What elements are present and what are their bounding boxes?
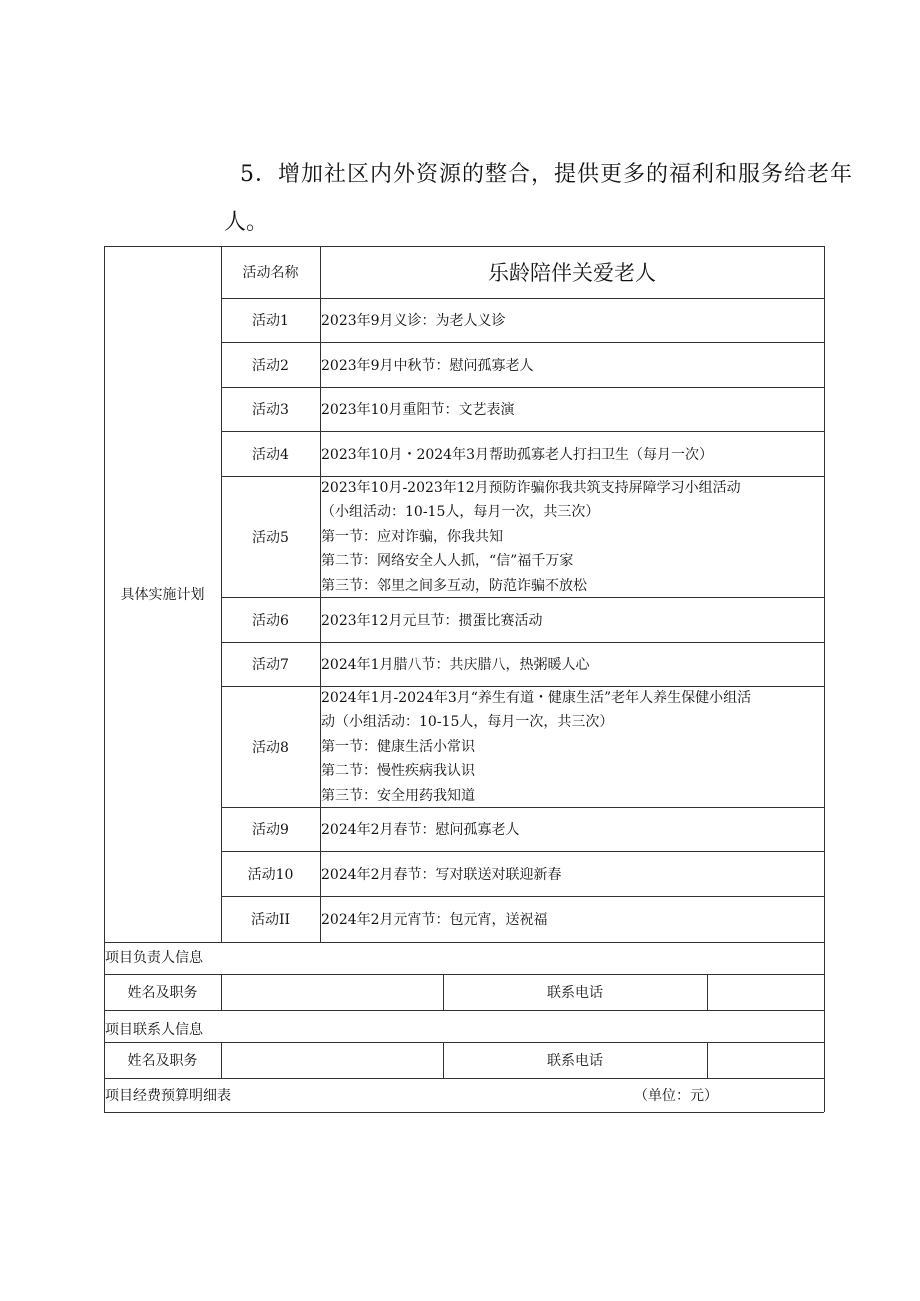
activity-content-line: 第二节：慢性疾病我认识 [321, 763, 475, 780]
activity-content-line: 2023年9月义诊：为老人义诊 [321, 313, 506, 329]
activity-content-line: 第三节：邻里之间多互动，防范诈骗不放松 [321, 577, 587, 594]
budget-title: 项目经费预算明细表 [105, 1088, 231, 1104]
activity-content [320, 431, 824, 476]
leader-name-field[interactable] [221, 974, 443, 1010]
activity-content [320, 476, 824, 597]
activity-content [320, 342, 824, 387]
activity-content-line: 第二节：网络安全人人抓，“信”福千万家 [321, 553, 574, 570]
activity-content [320, 597, 824, 642]
leader-name-label-text: 姓名及职务 [127, 985, 198, 1001]
activity-content-line: 2023年10月-2023年12月预防诈骗你我共筑支持屏障学习小组活动 [321, 480, 741, 496]
activity-label: 活动6 [252, 612, 289, 629]
name-label-cell [221, 246, 320, 298]
name-value: 乐龄陪伴关爱老人 [488, 261, 656, 285]
activity-label: 活动II [250, 911, 291, 928]
name-label: 活动名称 [242, 265, 299, 281]
activity-content [320, 807, 824, 851]
side-label [104, 246, 221, 942]
leader-phone-label-text: 联系电话 [547, 985, 603, 1001]
activity-content-line: 2024年2月春节：写对联送对联迎新春 [321, 866, 562, 883]
activity-content-line: 动（小组活动：10-15人，每月一次，共三次） [321, 714, 614, 731]
name-value-cell [320, 246, 824, 298]
contact-phone-label-text: 联系电话 [547, 1053, 603, 1069]
side-label-text: 具体实施计划 [120, 587, 205, 603]
activity-content-line: 2024年1月-2024年3月“养生有道・健康生活”老年人养生保健小组活 [321, 690, 752, 706]
activity-content-line: 2023年10月重阳节：文艺表演 [321, 402, 515, 418]
activity-content-line: 第一节：健康生活小常识 [321, 738, 475, 755]
contact-title: 项目联系人信息 [105, 1022, 203, 1038]
contact-section-title [104, 1014, 504, 1044]
contact-phone-label [443, 1042, 707, 1078]
activity-label: 活动7 [252, 657, 289, 673]
activity-content [320, 387, 824, 431]
activity-content-line: 2024年2月元宵节：包元宵，送祝福 [321, 911, 548, 928]
budget-title-cell [104, 1078, 604, 1112]
activity-label: 活动2 [252, 357, 289, 374]
budget-unit-cell [634, 1078, 794, 1112]
activity-content-line: 2024年1月腊八节：共庆腊八，热粥暖人心 [321, 657, 590, 673]
intro-line-1: 5．增加社区内外资源的整合，提供更多的福利和服务给老年 [240, 162, 853, 187]
leader-section-title [104, 942, 504, 972]
activity-content-line: 2023年12月元旦节：掼蛋比赛活动 [321, 612, 543, 629]
activity-content [320, 896, 824, 941]
activity-content-line: 第三节：安全用药我知道 [321, 787, 475, 804]
activity-content [320, 851, 824, 896]
activity-label: 活动10 [247, 866, 294, 883]
activity-label: 活动5 [252, 529, 289, 546]
activity-content-line: 2023年10月・2024年3月帮助孤寡老人打扫卫生（每月一次） [321, 446, 713, 463]
leader-title: 项目负责人信息 [105, 950, 203, 966]
activity-content [320, 298, 824, 342]
activity-content-line: 第一节：应对诈骗，你我共知 [321, 528, 503, 545]
activity-label: 活动4 [252, 446, 289, 463]
budget-unit: （单位：元） [634, 1088, 718, 1104]
leader-name-label [104, 974, 221, 1010]
contact-name-label-text: 姓名及职务 [127, 1053, 198, 1069]
activity-label: 活动3 [252, 402, 289, 418]
activity-content [320, 642, 824, 686]
activity-label: 活动8 [252, 739, 289, 756]
contact-phone-field[interactable] [707, 1042, 824, 1078]
activity-content-line: 2024年2月春节：慰问孤寡老人 [321, 822, 520, 838]
leader-phone-label [443, 974, 707, 1010]
contact-name-field[interactable] [221, 1042, 443, 1078]
activity-content [320, 686, 824, 807]
activity-content-line: 2023年9月中秋节：慰问孤寡老人 [321, 357, 534, 374]
activity-label: 活动9 [252, 822, 289, 838]
intro-line-2: 人。 [224, 210, 269, 235]
activity-content-line: （小组活动：10-15人，每月一次，共三次） [321, 504, 600, 521]
contact-name-label [104, 1042, 221, 1078]
plan-table [104, 246, 824, 1112]
leader-phone-field[interactable] [707, 974, 824, 1010]
activity-label: 活动1 [252, 313, 289, 329]
